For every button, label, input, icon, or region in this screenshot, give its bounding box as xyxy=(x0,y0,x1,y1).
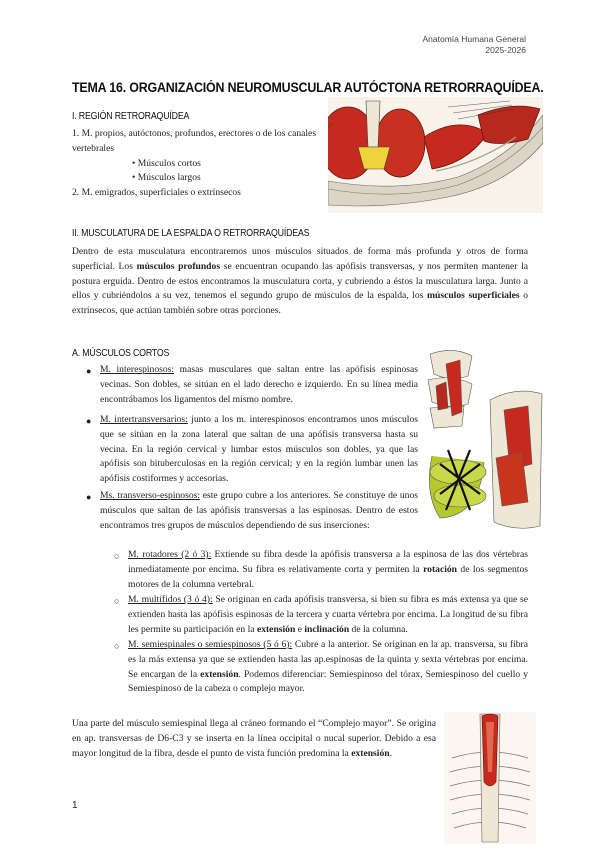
semiespinal-illustration xyxy=(444,712,536,844)
circle-bullet-icon: ○ xyxy=(114,641,120,651)
list-subitem: • Músculos cortos xyxy=(132,157,201,169)
subitem-multifidos: M. multífidos (3 ó 4): Se originan en cada apófisis transversa, si bien su fibra es más extensa ya que se extienden hasta las apófisis espinosas de la tercera y cuarta vértebra por encima. La longitud de su fibra les permite su participación en la extensión e inclinación de la columna. xyxy=(128,594,528,635)
section-heading-musculos-cortos: A. MÚSCULOS CORTOS xyxy=(72,348,170,359)
page-number: 1 xyxy=(72,800,78,811)
circle-bullet-icon: ○ xyxy=(114,551,120,561)
list-item: 1. M. propios, autóctonos, profundos, erectores o de los canales vertebrales xyxy=(72,128,317,154)
section-heading-retroraquidea: I. REGIÓN RETRORAQUÍDEA xyxy=(72,111,190,122)
course-year: 2025-2026 xyxy=(485,45,526,55)
header xyxy=(423,34,526,56)
section-one-list xyxy=(72,127,324,201)
list-subitem: • Músculos largos xyxy=(132,172,201,184)
bullet-icon: ● xyxy=(86,416,92,426)
subitem-semiespinales: M. semiespinales o semiespinosos (5 ó 6): Cubre a la anterior. Se originan en la ap. transversa, su fibra es la más extensa ya que se extienden hasta las ap.espinosas de la quinta y sexta vértebras por encima. Se encargan de la extensión. Podemos diferenciar: Semiespinoso del tórax, Semiespinoso del cuello y Semiespinoso de la cabeza o complejo mayor. xyxy=(128,639,528,695)
bullet-interespinosos: M. interespinosos: masas musculares que saltan entre las apófisis espinosas vecinas. Son dobles, se sitúan en el lado derecho e izquierdo. En su línea media encontrábamos los ligamentos del mismo nombre. xyxy=(100,364,419,405)
vertebrae-illustration xyxy=(424,346,546,534)
bullet-icon: ● xyxy=(86,366,92,376)
section-heading-musculatura: II. MUSCULATURA DE LA ESPALDA O RETRORRAQUÍDEAS xyxy=(72,228,310,239)
subitem-rotadores: M. rotadores (2 ó 3): Extiende su fibra desde la apófisis transversa a la espinosa de las dos vértebras inmediatamente por encima. Su fibra es relativamente corta y permiten la rotación de los segmentos motores de la columna vertebral. xyxy=(128,549,528,590)
list-item: 2. M. emigrados, superficiales o extrínsecos xyxy=(72,187,241,199)
circle-bullet-icon: ○ xyxy=(114,596,120,606)
bullet-transverso-espinosos: Ms. transverso-espinosos: este grupo cubre a los anteriores. Se constituye de unos músculos que saltan de las apófisis transversas a las espinosas. Dentro de estos encontramos tres grupos de músculos dependiendo de sus inserciones: xyxy=(100,490,418,531)
bullet-icon: ● xyxy=(86,492,92,502)
bullet-intertransversarios: M. intertransversarios: junto a los m. interespinosos encontramos unos músculos que se sitúan en la zona lateral que saltan de una apófisis transversa hasta su vecina. En la región cervical y lumbar estos músculos son dobles, ya que las apófisis son bituberculosas en la región cervical; y en la región lumbar unen las apófisis costiformes y accesorias. xyxy=(100,414,418,485)
course-name: Anatomía Humana General xyxy=(422,34,526,44)
page-title: TEMA 16. ORGANIZACIÓN NEUROMUSCULAR AUTÓCTONA RETRORRAQUÍDEA. xyxy=(72,80,544,95)
cross-section-illustration xyxy=(328,97,543,213)
section-two-paragraph: Dentro de esta musculatura encontraremos unos músculos situados de forma más profunda y otros de forma superficial. Los músculos profundos se encuentran ocupando las apófisis transversas, y nos permiten mantener la postura erguida. Dentro de estos encontramos la musculatura corta, y cubriendo a éstos la musculatura larga. Junto a ellos y cubriéndolos a su vez, tenemos el segundo grupo de músculos de la espalda, los músculos superficiales o extrínsecos, que actúan también sobre otras porciones. xyxy=(72,246,528,317)
complejo-mayor-paragraph: Una parte del músculo semiespinal llega al cráneo formando el “Complejo mayor”. Se origina en ap. transversas de D6-C3 y se inserta en la línea occipital o nucal superior. Debido a esa mayor longitud de la fibra, desde el punto de vista función predomina la extensión. xyxy=(72,718,436,759)
